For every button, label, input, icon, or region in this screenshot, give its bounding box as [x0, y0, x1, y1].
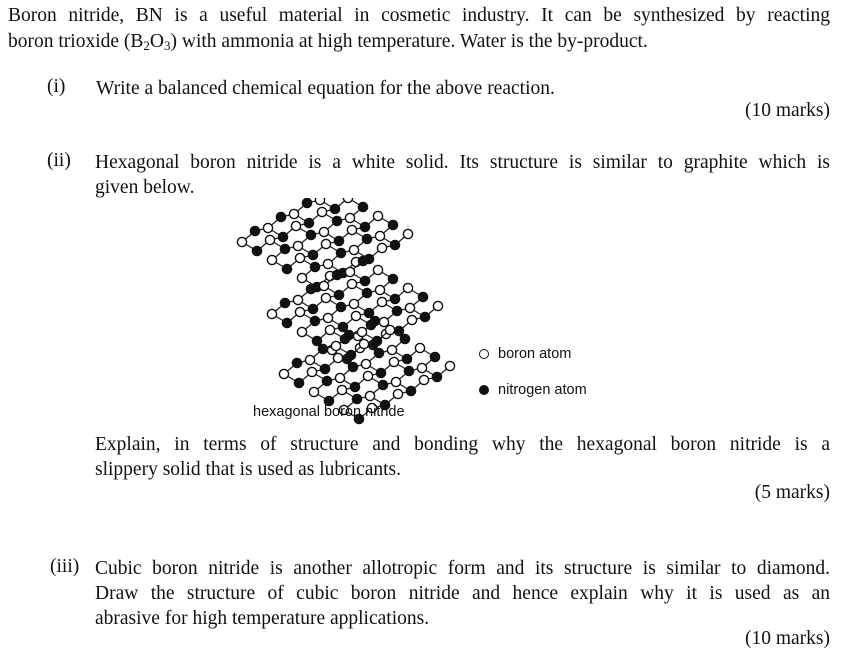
- boron-atom: [391, 377, 400, 386]
- boron-atom: [319, 281, 328, 290]
- intro-line-2-end: ) with ammonia at high temperature. Water is the by-product.: [170, 31, 648, 52]
- boron-atom: [357, 327, 366, 336]
- boron-atom: [351, 311, 360, 320]
- boron-atom: [345, 213, 354, 222]
- boron-atom: [445, 361, 454, 370]
- nitrogen-atom: [392, 306, 401, 315]
- boron-atom: [321, 293, 330, 302]
- nitrogen-atom: [302, 198, 311, 207]
- nitrogen-atom: [334, 236, 343, 245]
- intro-line-1: Boron nitride, BN is a useful material in cosmetic industry. It can be synthesized by reacting: [8, 5, 830, 26]
- nitrogen-atom: [430, 352, 439, 361]
- nitrogen-atom: [358, 256, 367, 265]
- nitrogen-atom: [378, 380, 387, 389]
- nitrogen-atom: [336, 248, 345, 257]
- nitrogen-atom: [362, 234, 371, 243]
- boron-atom: [403, 229, 412, 238]
- boron-atom: [293, 295, 302, 304]
- boron-atom: [263, 223, 272, 232]
- intro-line-2: [8, 31, 648, 52]
- nitrogen-atom: [418, 292, 427, 301]
- boron-atom: [295, 253, 304, 262]
- boron-atom: [377, 243, 386, 252]
- nitrogen-atom: [332, 270, 341, 279]
- nitrogen-atom: [318, 344, 327, 353]
- boron-atom: [415, 343, 424, 352]
- boron-atom: [265, 235, 274, 244]
- boron-atom: [361, 359, 370, 368]
- nitrogen-atom: [332, 216, 341, 225]
- nitrogen-atom: [390, 240, 399, 249]
- question-2-explain: [95, 432, 830, 482]
- question-2-explain-line-1: Explain, in terms of structure and bonding why the hexagonal boron nitride is a: [95, 434, 830, 455]
- boron-atom: [319, 227, 328, 236]
- boron-atom: [343, 198, 352, 203]
- boron-atom: [297, 327, 306, 336]
- nitrogen-atom: [308, 304, 317, 313]
- question-2-explain-line-2: slippery solid that is used as lubricants.: [95, 459, 402, 480]
- boron-atom: [307, 367, 316, 376]
- boron-atom: [321, 239, 330, 248]
- nitrogen-atom: [346, 350, 355, 359]
- boron-atom: [393, 389, 402, 398]
- nitrogen-atom: [404, 366, 413, 375]
- nitrogen-atom: [282, 264, 291, 273]
- nitrogen-atom: [320, 364, 329, 373]
- boron-atom: [237, 237, 246, 246]
- boron-atom: [293, 241, 302, 250]
- nitrogen-atom: [250, 226, 259, 235]
- nitrogen-atom: [310, 262, 319, 271]
- boron-atom: [379, 317, 388, 326]
- boron-atom: [373, 265, 382, 274]
- nitrogen-atom: [338, 322, 347, 331]
- boron-atom: [323, 259, 332, 268]
- nitrogen-atom: [282, 318, 291, 327]
- nitrogen-atom: [336, 302, 345, 311]
- nitrogen-atom: [388, 274, 397, 283]
- boron-atom: [375, 285, 384, 294]
- nitrogen-atom: [294, 378, 303, 387]
- boron-atom: [377, 297, 386, 306]
- question-1-number: (i): [47, 76, 66, 97]
- boron-atom: [305, 355, 314, 364]
- nitrogen-marker-icon: [479, 385, 489, 395]
- boron-atom: [345, 267, 354, 276]
- boron-atom: [267, 309, 276, 318]
- boron-atom: [335, 373, 344, 382]
- boron-atom: [407, 315, 416, 324]
- nitrogen-atom: [350, 382, 359, 391]
- nitrogen-atom: [280, 244, 289, 253]
- nitrogen-atom: [406, 386, 415, 395]
- question-2-line-2: given below.: [95, 177, 195, 198]
- question-3-line-2: Draw the structure of cubic boron nitride and hence explain why it is used as an: [95, 583, 830, 604]
- boron-atom: [373, 211, 382, 220]
- nitrogen-atom: [276, 212, 285, 221]
- boron-atom: [347, 279, 356, 288]
- boron-atom: [295, 307, 304, 316]
- legend-nitrogen-label: nitrogen atom: [498, 382, 587, 398]
- boron-atom: [309, 387, 318, 396]
- boron-atom: [349, 299, 358, 308]
- nitrogen-atom: [374, 348, 383, 357]
- nitrogen-atom: [312, 336, 321, 345]
- question-2-marks: (5 marks): [754, 482, 830, 503]
- boron-atom: [297, 273, 306, 282]
- question-3-number: (iii): [50, 556, 80, 577]
- nitrogen-atom: [322, 376, 331, 385]
- boron-atom: [405, 303, 414, 312]
- boron-atom: [417, 363, 426, 372]
- boron-atom: [289, 209, 298, 218]
- nitrogen-atom: [360, 222, 369, 231]
- question-3-text: [95, 556, 830, 631]
- subscript-o: 3: [164, 38, 171, 53]
- boron-atom: [325, 325, 334, 334]
- boron-atom: [403, 283, 412, 292]
- nitrogen-atom: [402, 354, 411, 363]
- nitrogen-atom: [370, 316, 379, 325]
- boron-atom: [317, 207, 326, 216]
- nitrogen-atom: [348, 362, 357, 371]
- nitrogen-atom: [376, 368, 385, 377]
- nitrogen-atom: [310, 316, 319, 325]
- question-3-line-3: abrasive for high temperature applications.: [95, 608, 430, 629]
- boron-atom: [375, 231, 384, 240]
- figure-caption: hexagonal boron nitride: [253, 404, 405, 420]
- nitrogen-atom: [388, 220, 397, 229]
- boron-marker-icon: [479, 349, 489, 359]
- boron-atom: [279, 369, 288, 378]
- nitrogen-atom: [334, 290, 343, 299]
- boron-atom: [359, 339, 368, 348]
- boron-atom: [387, 345, 396, 354]
- question-1-marks: (10 marks): [744, 100, 830, 121]
- boron-atom: [315, 198, 324, 205]
- question-2-text: [95, 150, 830, 200]
- boron-atom: [337, 385, 346, 394]
- boron-atom: [333, 353, 342, 362]
- boron-atom: [347, 225, 356, 234]
- question-3-line-1: Cubic boron nitride is another allotropic form and its structure is similar to diamond.: [95, 558, 830, 579]
- boron-atom: [365, 391, 374, 400]
- question-1-text: Write a balanced chemical equation for the above reaction.: [96, 78, 555, 99]
- nitrogen-atom: [306, 230, 315, 239]
- boron-atom: [331, 341, 340, 350]
- nitrogen-atom: [432, 372, 441, 381]
- question-2-number: (ii): [47, 150, 71, 171]
- boron-atom: [323, 313, 332, 322]
- nitrogen-atom: [400, 334, 409, 343]
- question-2-line-1: Hexagonal boron nitride is a white solid. Its structure is similar to graphite which is: [95, 152, 830, 173]
- boron-atom: [267, 255, 276, 264]
- nitrogen-atom: [252, 246, 261, 255]
- nitrogen-atom: [292, 358, 301, 367]
- subscript-b: 2: [143, 38, 150, 53]
- boron-atom: [291, 221, 300, 230]
- boron-atom: [349, 245, 358, 254]
- nitrogen-atom: [278, 232, 287, 241]
- intro-oxygen: O: [149, 31, 164, 52]
- nitrogen-atom: [352, 394, 361, 403]
- boron-atom: [433, 301, 442, 310]
- intro-line-2-start: boron trioxide (B: [8, 31, 144, 52]
- boron-atom: [385, 325, 394, 334]
- boron-atom: [363, 371, 372, 380]
- nitrogen-atom: [304, 218, 313, 227]
- nitrogen-atom: [306, 284, 315, 293]
- question-3-marks: (10 marks): [744, 628, 830, 649]
- legend-boron: [479, 346, 571, 362]
- nitrogen-atom: [362, 288, 371, 297]
- legend-boron-label: boron atom: [498, 346, 572, 362]
- nitrogen-atom: [358, 202, 367, 211]
- nitrogen-atom: [390, 294, 399, 303]
- nitrogen-atom: [308, 250, 317, 259]
- nitrogen-atom: [372, 336, 381, 345]
- nitrogen-atom: [360, 276, 369, 285]
- legend-nitrogen: [479, 382, 587, 398]
- boron-atom: [419, 375, 428, 384]
- intro-paragraph: [8, 3, 830, 55]
- nitrogen-atom: [364, 308, 373, 317]
- nitrogen-atom: [280, 298, 289, 307]
- nitrogen-atom: [420, 312, 429, 321]
- boron-atom: [389, 357, 398, 366]
- nitrogen-atom: [344, 330, 353, 339]
- nitrogen-atom: [330, 204, 339, 213]
